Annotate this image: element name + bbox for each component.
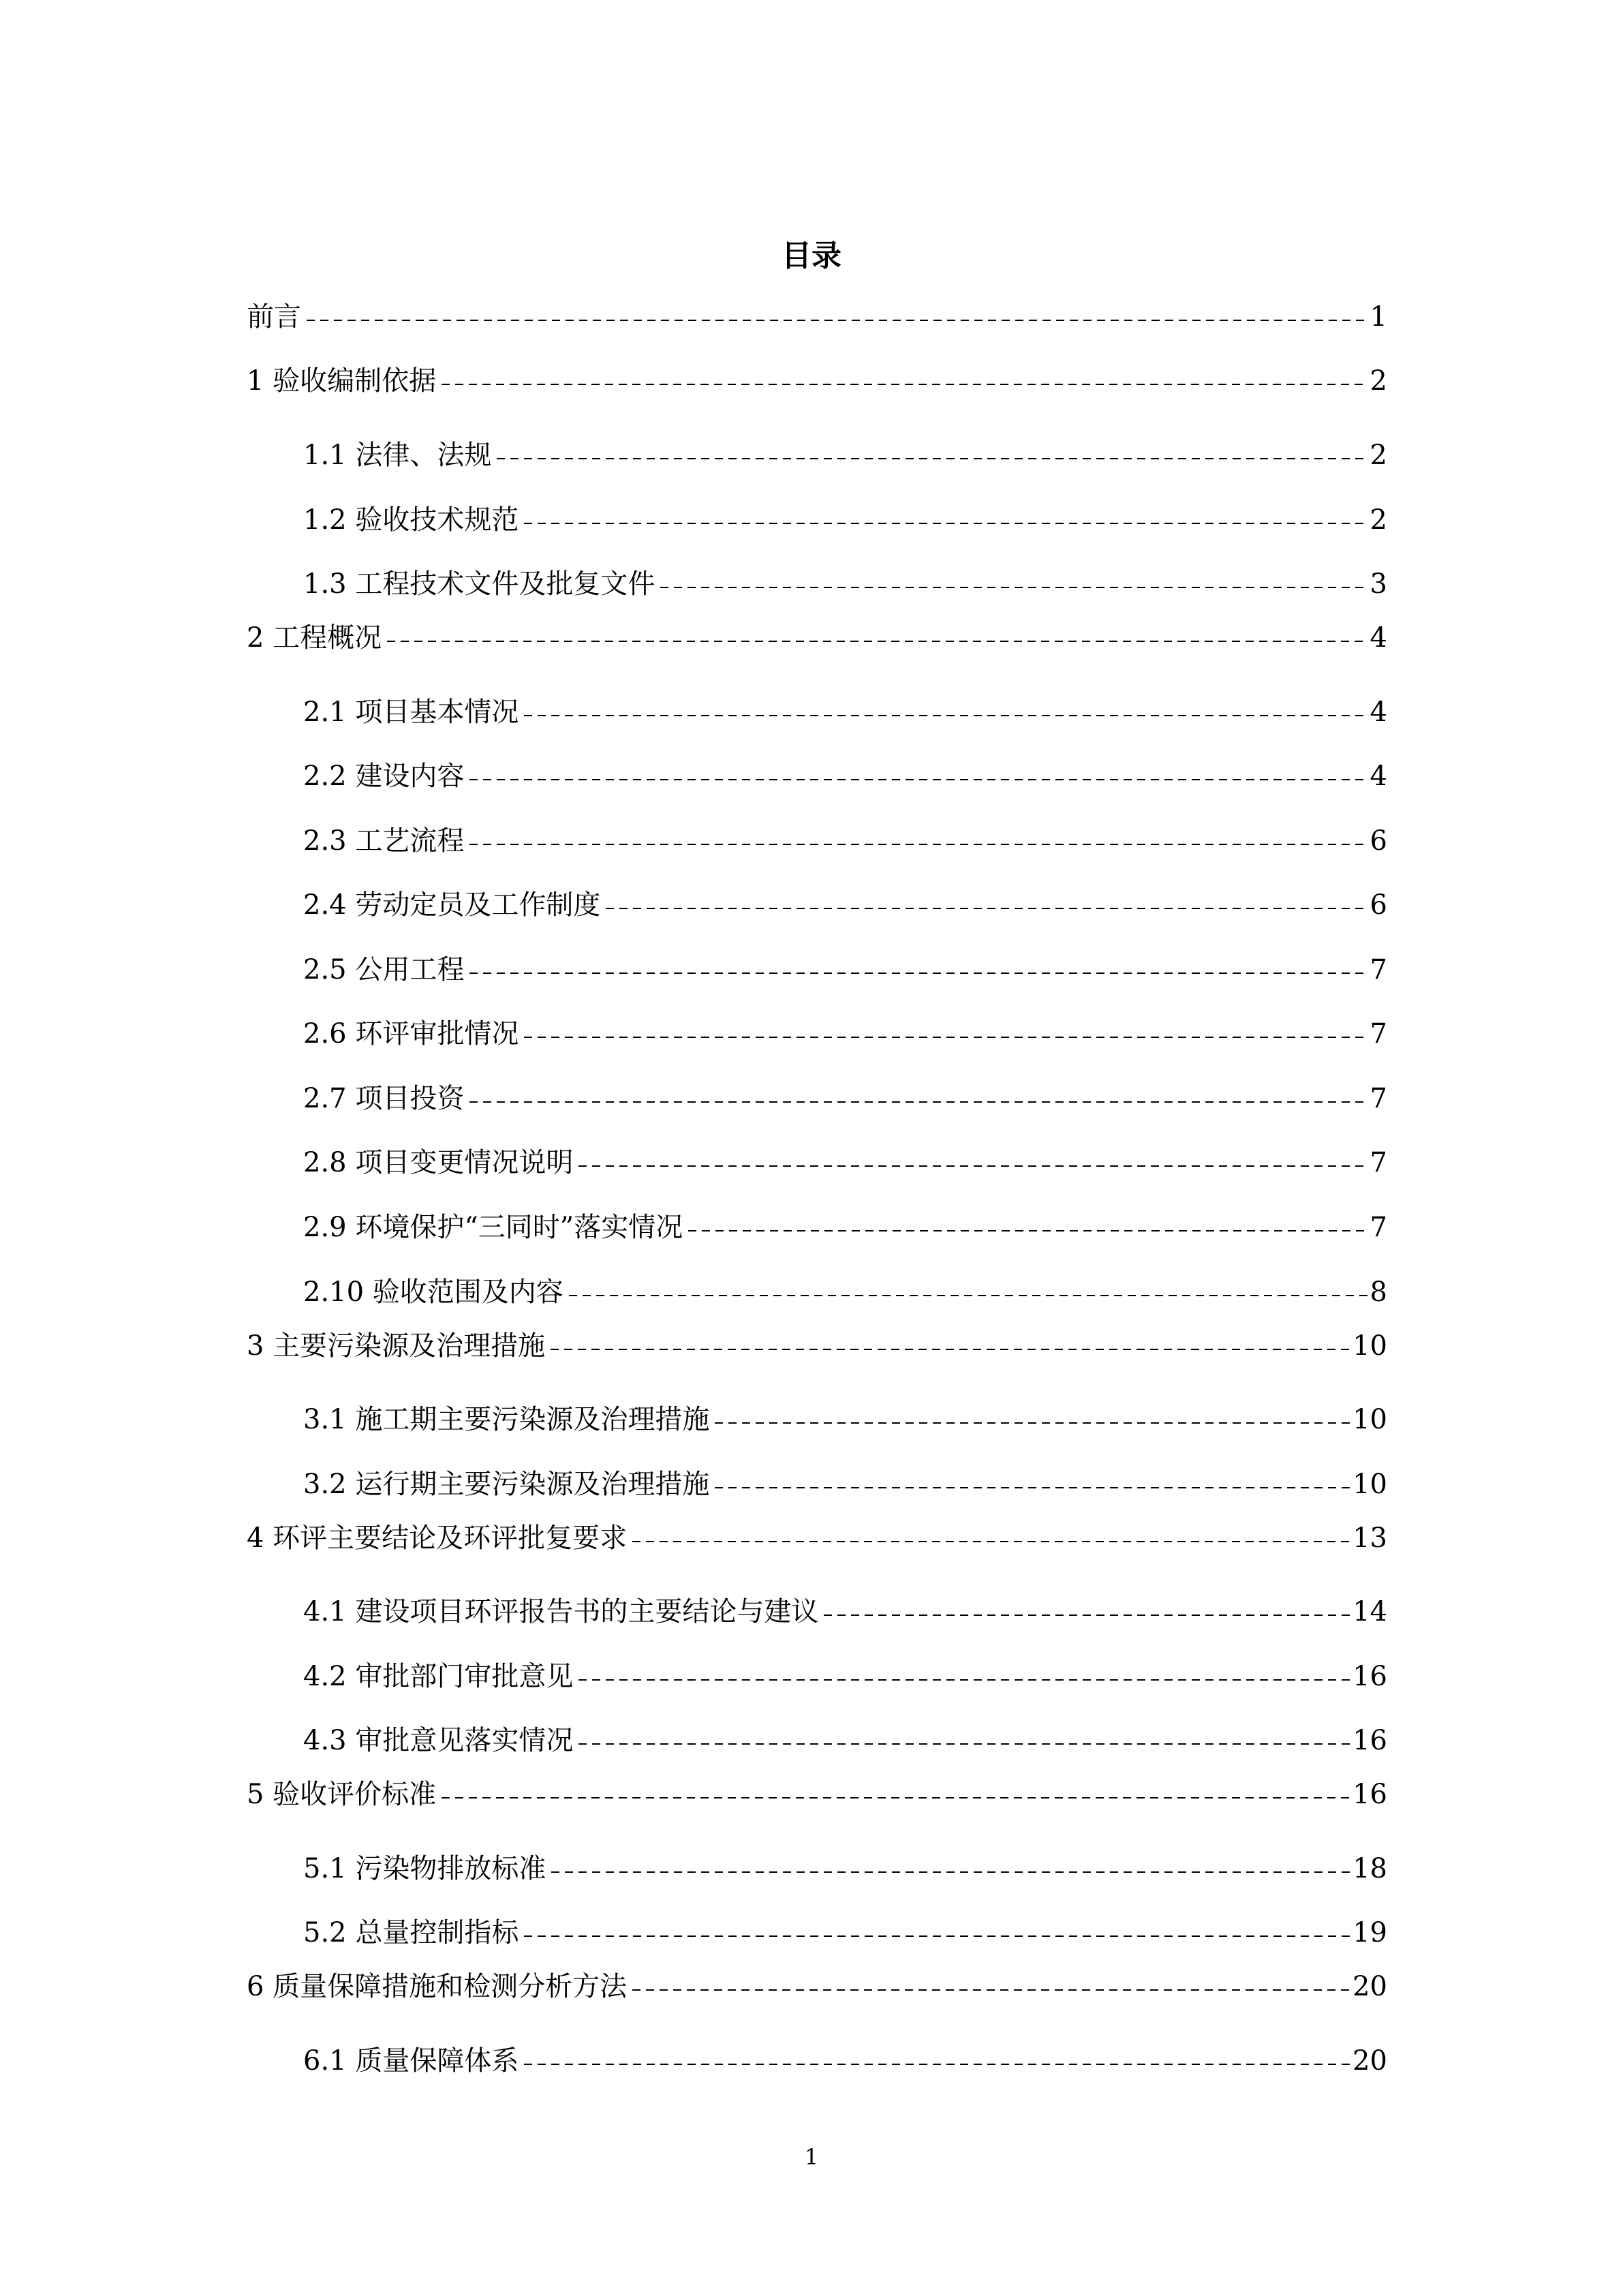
toc-dot-leader <box>387 641 1367 642</box>
toc-entry[interactable] <box>247 298 1387 336</box>
toc-dot-leader <box>469 973 1367 974</box>
toc-entry-label: 4 环评主要结论及环评批复要求 <box>247 1522 628 1554</box>
toc-entry-page: 18 <box>1352 1853 1387 1884</box>
toc-entry-label: 2.6 环评审批情况 <box>303 1018 519 1050</box>
toc-entry[interactable] <box>247 362 1387 400</box>
toc-dot-leader <box>551 1871 1350 1873</box>
toc-entry-page: 2 <box>1370 440 1387 471</box>
toc-entry-label: 前言 <box>247 301 301 333</box>
toc-entry[interactable] <box>303 1593 1387 1631</box>
toc-dot-leader <box>442 1797 1350 1798</box>
toc-dot-leader <box>578 1743 1350 1745</box>
toc-entry[interactable] <box>303 1850 1387 1888</box>
toc-dot-leader <box>578 1165 1367 1167</box>
toc-entry-label: 2.4 劳动定员及工作制度 <box>303 889 601 921</box>
toc-dot-leader <box>824 1614 1350 1616</box>
toc-entry[interactable] <box>247 619 1387 657</box>
toc-dot-leader <box>524 2064 1350 2065</box>
toc-entry-label: 5 验收评价标准 <box>247 1779 437 1810</box>
toc-entry[interactable] <box>303 1080 1387 1118</box>
toc-entry-label: 1.2 验收技术规范 <box>303 504 519 536</box>
toc-entry[interactable] <box>303 1208 1387 1246</box>
toc-entry-label: 2.8 项目变更情况说明 <box>303 1147 574 1178</box>
toc-entry-label: 3.1 施工期主要污染源及治理措施 <box>303 1404 710 1435</box>
toc-entry[interactable] <box>247 1775 1387 1813</box>
toc-entry-page: 10 <box>1352 1404 1387 1435</box>
toc-entry[interactable] <box>303 1465 1387 1503</box>
toc-dot-leader <box>469 844 1367 845</box>
toc-entry-page: 4 <box>1370 622 1387 654</box>
toc-entry-page: 6 <box>1370 889 1387 921</box>
toc-dot-leader <box>442 384 1367 385</box>
toc-entry[interactable] <box>303 436 1387 474</box>
toc-entry-label: 2.2 建设内容 <box>303 761 465 792</box>
toc-entry-page: 6 <box>1370 825 1387 857</box>
toc-entry-label: 4.2 审批部门审批意见 <box>303 1661 574 1692</box>
toc-dot-leader <box>632 1541 1350 1542</box>
toc-entry-label: 2.7 项目投资 <box>303 1083 465 1114</box>
toc-entry[interactable] <box>303 886 1387 924</box>
toc-entry-page: 1 <box>1370 301 1387 333</box>
toc-dot-leader <box>660 587 1367 588</box>
toc-entry-page: 7 <box>1370 1212 1387 1243</box>
toc-dot-leader <box>632 1989 1350 1991</box>
toc-entry-label: 6 质量保障措施和检测分析方法 <box>247 1971 628 2002</box>
toc-entry-label: 2.5 公用工程 <box>303 954 465 985</box>
toc-entry-page: 19 <box>1352 1917 1387 1948</box>
toc-entry-page: 2 <box>1370 365 1387 397</box>
toc-entry-page: 8 <box>1370 1276 1387 1308</box>
toc-entry-page: 3 <box>1370 568 1387 600</box>
toc-entry-page: 20 <box>1352 1971 1387 2002</box>
toc-entry-page: 7 <box>1370 1147 1387 1178</box>
toc-entry[interactable] <box>303 757 1387 795</box>
toc-entry-page: 10 <box>1352 1330 1387 1362</box>
toc-dot-leader <box>715 1487 1350 1488</box>
toc-entry-label: 4.1 建设项目环评报告书的主要结论与建议 <box>303 1596 819 1627</box>
toc-entry[interactable] <box>247 1327 1387 1365</box>
toc-entry[interactable] <box>303 1657 1387 1696</box>
toc-dot-leader <box>524 715 1367 716</box>
toc-entry-label: 3.2 运行期主要污染源及治理措施 <box>303 1469 710 1500</box>
toc-dot-leader <box>497 458 1367 459</box>
toc-entry-label: 1 验收编制依据 <box>247 365 437 397</box>
toc-entry[interactable] <box>303 1015 1387 1053</box>
toc-entry-label: 2.10 验收范围及内容 <box>303 1276 563 1308</box>
toc-entry-label: 2.1 项目基本情况 <box>303 697 519 728</box>
toc-dot-leader <box>569 1295 1367 1296</box>
toc-entry[interactable] <box>247 1519 1387 1557</box>
toc-entry-label: 2 工程概况 <box>247 622 382 654</box>
page-number: 1 <box>804 2144 819 2170</box>
toc-entry-label: 6.1 质量保障体系 <box>303 2045 519 2077</box>
toc-entry[interactable] <box>303 693 1387 731</box>
toc-entry-page: 7 <box>1370 1083 1387 1114</box>
toc-entry-page: 4 <box>1370 697 1387 728</box>
toc-entry-page: 10 <box>1352 1469 1387 1500</box>
toc-entry[interactable] <box>303 1273 1387 1311</box>
toc-entry-page: 13 <box>1352 1522 1387 1554</box>
toc-dot-leader <box>688 1230 1367 1231</box>
toc-entry-label: 4.3 审批意见落实情况 <box>303 1725 574 1756</box>
toc-entry-page: 4 <box>1370 761 1387 792</box>
toc-entry-page: 7 <box>1370 954 1387 985</box>
toc-dot-leader <box>469 1101 1367 1103</box>
toc-entry[interactable] <box>303 1400 1387 1439</box>
toc-entry-label: 2.9 环境保护“三同时”落实情况 <box>303 1212 683 1243</box>
toc-entry[interactable] <box>303 501 1387 539</box>
toc-entry[interactable] <box>303 822 1387 860</box>
toc-dot-leader <box>307 320 1367 321</box>
toc-entry[interactable] <box>303 2042 1387 2080</box>
toc-entry-label: 1.1 法律、法规 <box>303 440 492 471</box>
toc-entry[interactable] <box>303 951 1387 989</box>
toc-entry-label: 2.3 工艺流程 <box>303 825 465 857</box>
toc-entry[interactable] <box>303 1914 1387 1952</box>
toc-entry-label: 5.2 总量控制指标 <box>303 1917 519 1948</box>
page-title: 目录 <box>782 239 841 273</box>
toc-dot-leader <box>606 908 1367 909</box>
toc-dot-leader <box>524 1037 1367 1038</box>
toc-entry-label: 5.1 污染物排放标准 <box>303 1853 546 1884</box>
toc-entry[interactable] <box>303 565 1387 603</box>
toc-entry-label: 1.3 工程技术文件及批复文件 <box>303 568 655 600</box>
toc-dot-leader <box>578 1679 1350 1681</box>
toc-entry-page: 14 <box>1352 1596 1387 1627</box>
toc-dot-leader <box>469 779 1367 780</box>
toc-dot-leader <box>524 523 1367 524</box>
toc-entry-page: 16 <box>1352 1661 1387 1692</box>
toc-entry-label: 3 主要污染源及治理措施 <box>247 1330 546 1362</box>
toc-dot-leader <box>524 1935 1350 1937</box>
toc-entry-page: 7 <box>1370 1018 1387 1050</box>
toc-dot-leader <box>715 1422 1350 1424</box>
toc-entry-page: 16 <box>1352 1725 1387 1756</box>
toc-entry-page: 2 <box>1370 504 1387 536</box>
toc-entry[interactable] <box>303 1144 1387 1182</box>
toc-entry-page: 16 <box>1352 1779 1387 1810</box>
toc-entry[interactable] <box>247 1968 1387 2006</box>
toc-entry-page: 20 <box>1352 2045 1387 2077</box>
toc-entry[interactable] <box>303 1721 1387 1760</box>
toc-dot-leader <box>551 1349 1350 1350</box>
